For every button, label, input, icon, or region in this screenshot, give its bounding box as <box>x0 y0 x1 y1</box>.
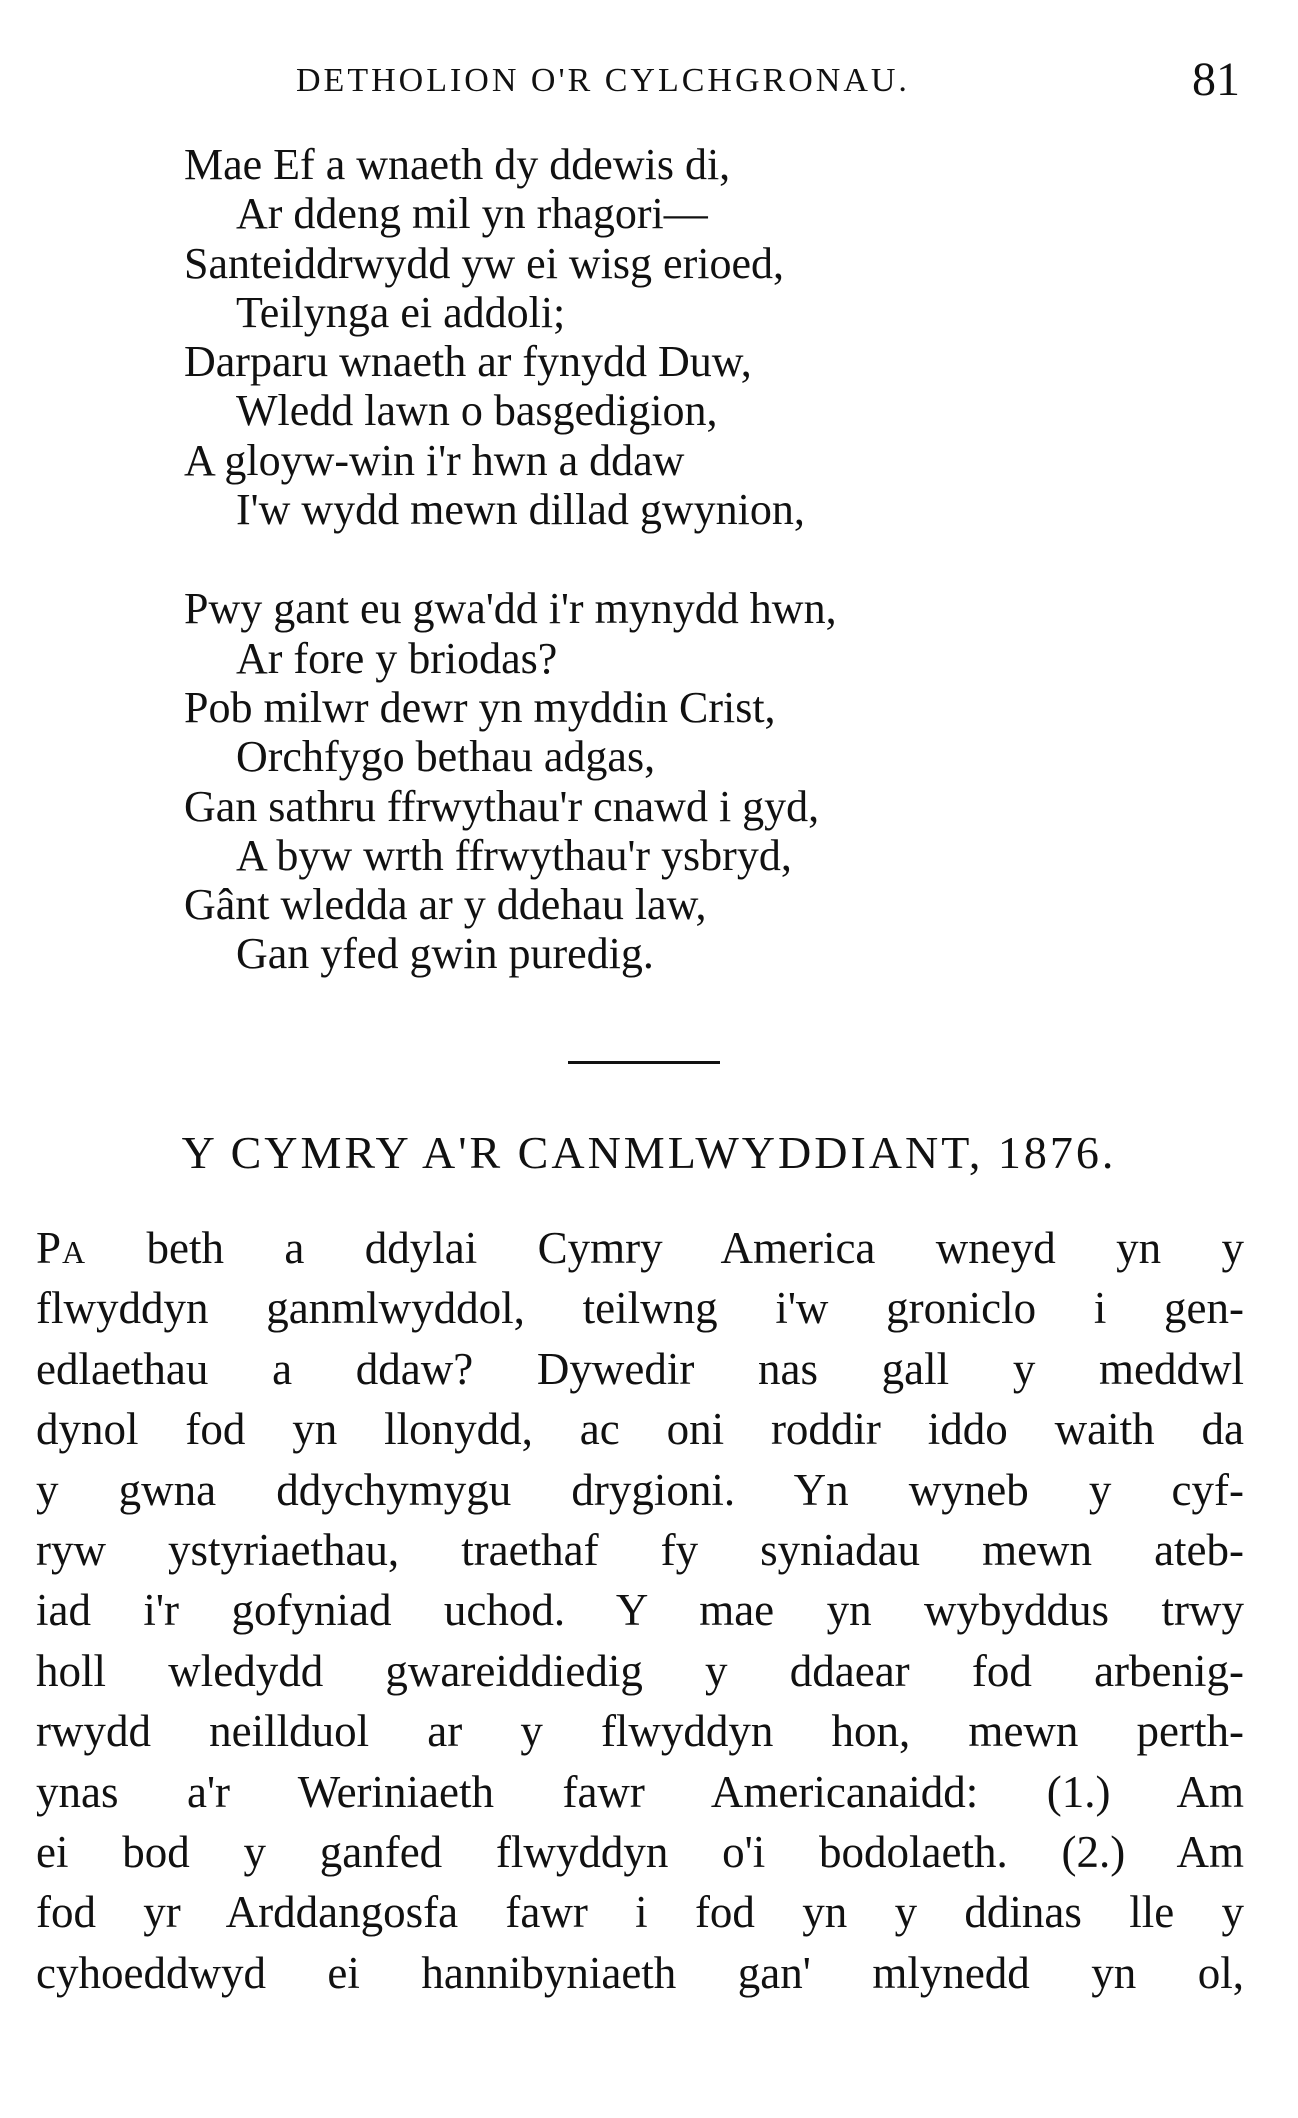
prose-line: dynol fod yn llonydd, ac oni roddir iddo waith da <box>36 1404 1244 1455</box>
verse-line: Darparu wnaeth ar fynydd Duw, <box>184 337 752 387</box>
verse-line: Mae Ef a wnaeth dy ddewis di, <box>184 140 731 189</box>
prose-line: flwyddyn ganmlwyddol, teilwng i'w groniclo i gen- <box>36 1283 1244 1334</box>
article-title: Y CYMRY A'R CANMLWYDDIANT, 1876. <box>181 1127 1117 1178</box>
verse-line: Pob milwr dewr yn myddin Crist, <box>184 682 776 732</box>
verse-line: Santeiddrwydd yw ei wisg erioed, <box>184 238 784 288</box>
prose-line: fod yr Arddangosfa fawr i fod yn y ddinas lle y <box>36 1887 1244 1938</box>
page-number: 81 <box>1192 53 1240 106</box>
verse-line: Gan yfed gwin puredig. <box>236 929 654 979</box>
verse-line: Orchfygo bethau adgas, <box>236 732 656 782</box>
verse-line: Gan sathru ffrwythau'r cnawd i gyd, <box>184 781 820 831</box>
lead-word: Pa <box>36 1223 87 1273</box>
verse-line: A gloyw-win i'r hwn a ddaw <box>184 435 685 485</box>
section-divider <box>568 1061 720 1064</box>
verse-line: Wledd lawn o basgedigion, <box>236 386 718 436</box>
stanza-1 <box>184 140 1244 534</box>
prose-line: ei bod y ganfed flwyddyn o'i bodolaeth. (2.) Am <box>36 1826 1244 1877</box>
verse-line: Ar ddeng mil yn rhagori— <box>236 189 708 239</box>
verse-line: Teilynga ei addoli; <box>236 287 566 337</box>
verse-line: Pwy gant eu gwa'dd i'r mynydd hwn, <box>184 584 837 634</box>
prose-line: rwydd neillduol ar y flwyddyn hon, mewn perth- <box>36 1706 1244 1757</box>
verse-line: I'w wydd mewn dillad gwynion, <box>236 485 805 535</box>
prose-line: y gwna ddychymygu drygioni. Yn wyneb y cyf- <box>36 1464 1244 1515</box>
prose-line: iad i'r gofyniad uchod. Y mae yn wybyddus trwy <box>36 1585 1244 1636</box>
poem <box>184 140 1244 1029</box>
running-title: DETHOLION O'R CYLCHGRONAU. <box>296 62 910 99</box>
stanza-2 <box>184 584 1244 978</box>
prose-line: edlaethau a ddaw? Dywedir nas gall y meddwl <box>36 1343 1244 1394</box>
prose-line: holl wledydd gwareiddiedig y ddaear fod arbenig- <box>36 1645 1244 1696</box>
prose-line: ryw ystyriaethau, traethaf fy syniadau mewn ateb- <box>36 1524 1244 1575</box>
first-line-text: beth a ddylai Cymry America wneyd yn y <box>86 1223 1244 1273</box>
prose-line: ynas a'r Weriniaeth fawr Americanaidd: (1.) Am <box>36 1766 1244 1817</box>
article-body <box>36 1218 1244 2003</box>
verse-line: A byw wrth ffrwythau'r ysbryd, <box>236 830 792 880</box>
verse-line: Ar fore y briodas? <box>236 633 558 683</box>
verse-line: Gânt wledda ar y ddehau law, <box>184 880 707 930</box>
prose-line: cyhoeddwyd ei hannibyniaeth gan' mlynedd yn ol, <box>36 1947 1244 1998</box>
prose-line <box>36 1218 1244 1278</box>
running-head <box>0 52 1298 112</box>
